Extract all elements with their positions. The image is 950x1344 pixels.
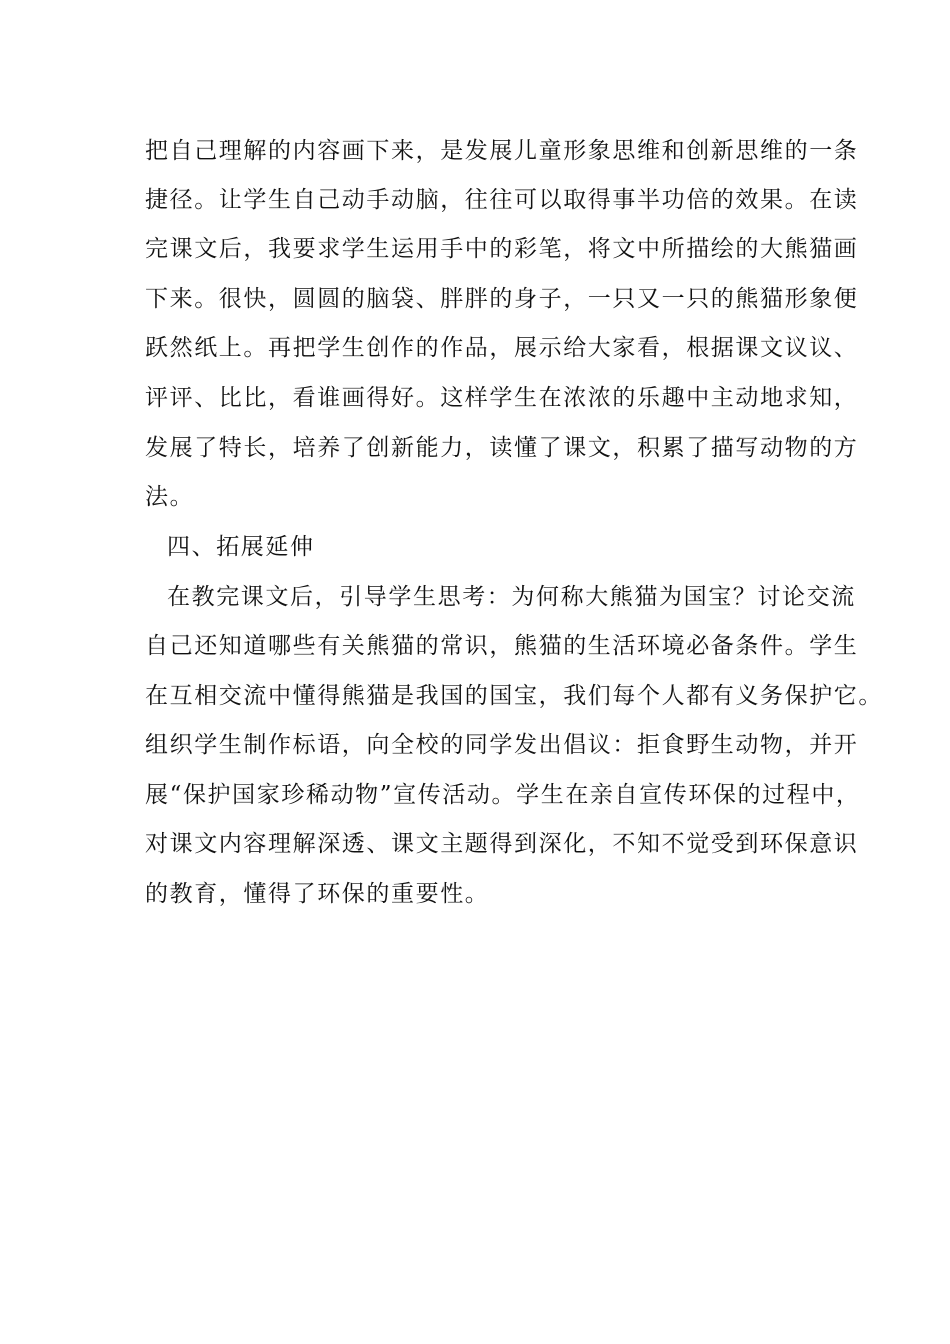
text-line: 对课文内容理解深透、课文主题得到深化，不知不觉受到环保意识 [145,831,859,857]
text-line: 在互相交流中懂得熊猫是我国的国宝，我们每个人都有义务保护它。 [145,683,883,709]
text-line: 自己还知道哪些有关熊猫的常识，熊猫的生活环境必备条件。学生 [145,633,859,659]
section-heading: 四、拓展延伸 [167,534,315,560]
text-line: 把自己理解的内容画下来，是发展儿童形象思维和创新思维的一条 [145,138,859,164]
text-line: 完课文后，我要求学生运用手中的彩笔，将文中所描绘的大熊猫画 [145,236,859,262]
text-line: 法。 [145,484,195,510]
text-line: 发展了特长，培养了创新能力，读懂了课文，积累了描写动物的方 [145,435,859,461]
text-line: 展“保护国家珍稀动物”宣传活动。学生在亲自宣传环保的过程中， [145,782,861,808]
text-line: 捷径。让学生自己动手动脑，往往可以取得事半功倍的效果。在读 [145,187,859,213]
text-line: 下来。很快，圆圆的脑袋、胖胖的身子，一只又一只的熊猫形象便 [145,286,859,312]
text-line: 组织学生制作标语，向全校的同学发出倡议：拒食野生动物，并开 [145,732,859,758]
text-line: 在教完课文后，引导学生思考：为何称大熊猫为国宝？讨论交流 [167,584,856,610]
text-line: 评评、比比，看谁画得好。这样学生在浓浓的乐趣中主动地求知， [145,385,859,411]
text-line: 的教育，懂得了环保的重要性。 [145,881,490,907]
text-line: 跃然纸上。再把学生创作的作品，展示给大家看，根据课文议议、 [145,335,859,361]
